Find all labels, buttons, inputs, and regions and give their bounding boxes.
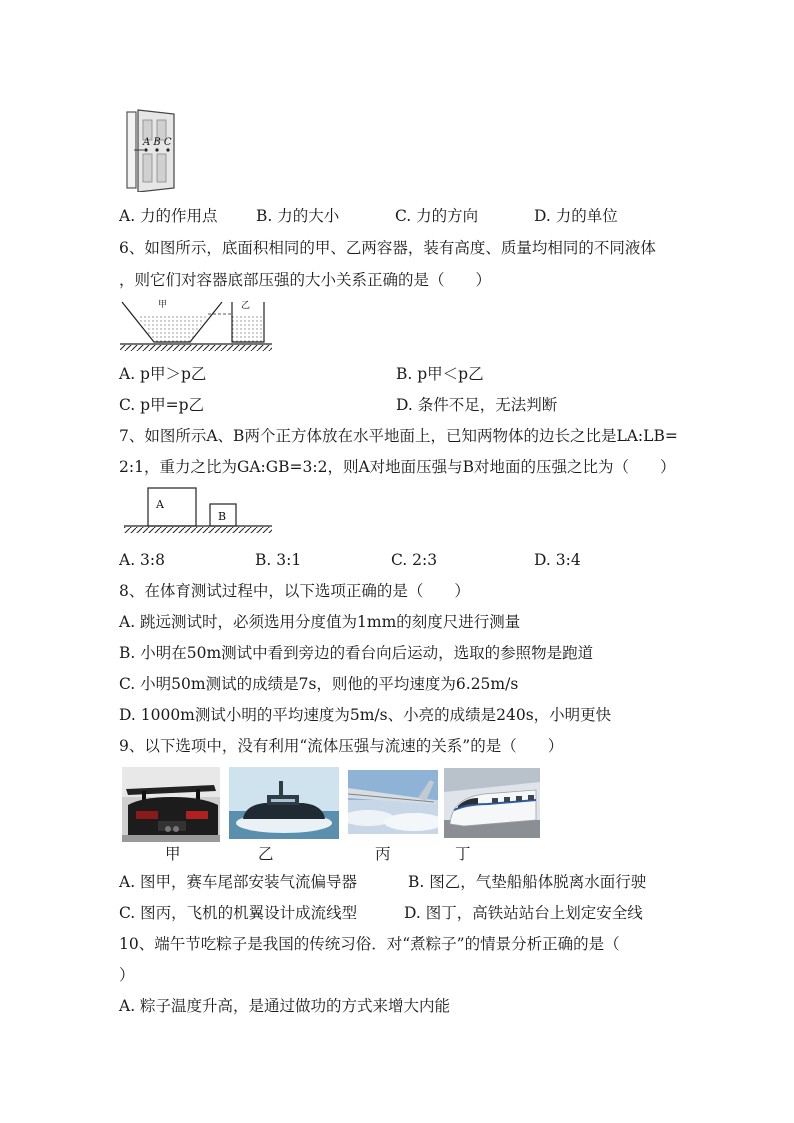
hovercraft-photo [229, 767, 339, 839]
cube-label-b: B [218, 510, 227, 523]
photo-caption-yi: 乙 [258, 845, 274, 863]
q10-option-a: A. 粽子温度升高，是通过做功的方式来增大内能 [119, 997, 451, 1015]
q8-option-d: D. 1000m测试小明的平均速度为5m/s、小亮的成绩是240s，小明更快 [119, 706, 612, 724]
q8-option-a: A. 跳远测试时，必须选用分度值为1mm的刻度尺进行测量 [119, 613, 521, 631]
q8-option-b: B. 小明在50m测试中看到旁边的看台向后运动，选取的参照物是跑道 [119, 644, 594, 662]
photo-caption-bing: 丙 [375, 845, 391, 863]
q6-option-c: C. p甲=p乙 [119, 396, 204, 414]
q6-option-b: B. p甲＜p乙 [396, 365, 484, 383]
q5-option-d: D. 力的单位 [534, 207, 618, 225]
cube-label-a: A [156, 498, 164, 511]
q10-stem-line2: ） [119, 966, 135, 984]
high-speed-train-photo [444, 768, 540, 838]
q5-option-b: B. 力的大小 [256, 207, 340, 225]
q9-option-b: B. 图乙，气垫船船体脱离水面行驶 [408, 873, 647, 891]
q6-option-a: A. p甲＞p乙 [119, 365, 207, 383]
q9-option-d: D. 图丁，高铁站站台上划定安全线 [404, 904, 643, 922]
container-label-jia: 甲 [158, 300, 168, 310]
door-point-labels: A B C [143, 137, 172, 148]
q9-option-a: A. 图甲，赛车尾部安装气流偏导器 [119, 873, 358, 891]
door-figure [124, 108, 180, 192]
photo-caption-jia: 甲 [165, 845, 181, 863]
q10-stem-line1: 10、端午节吃粽子是我国的传统习俗．对“煮粽子”的情景分析正确的是（ [119, 935, 620, 953]
q7-option-a: A. 3:8 [119, 551, 165, 569]
q6-stem-line1: 6、如图所示，底面积相同的甲、乙两容器，装有高度、质量均相同的不同液体 [119, 239, 656, 257]
q7-option-b: B. 3:1 [255, 551, 302, 569]
q8-option-c: C. 小明50m测试的成绩是7s，则他的平均速度为6.25m/s [119, 675, 519, 693]
container-label-yi: 乙 [241, 301, 251, 311]
q7-option-c: C. 2:3 [391, 551, 438, 569]
containers-figure [120, 296, 272, 354]
q7-stem-line2: 2:1，重力之比为GA:GB=3:2，则A对地面压强与B对地面的压强之比为（ ） [119, 458, 676, 476]
q7-option-d: D. 3:4 [534, 551, 581, 569]
photo-caption-ding: 丁 [455, 845, 471, 863]
airplane-wing-photo [348, 770, 438, 834]
q6-option-d: D. 条件不足，无法判断 [396, 396, 558, 414]
cubes-figure [124, 486, 272, 536]
q6-stem-line2: ，则它们对容器底部压强的大小关系正确的是（ ） [119, 271, 492, 289]
q7-stem-line1: 7、如图所示A、B两个正方体放在水平地面上，已知两物体的边长之比是LA:LB= [119, 427, 678, 445]
q9-option-c: C. 图丙，飞机的机翼设计成流线型 [119, 904, 358, 922]
q5-option-c: C. 力的方向 [395, 207, 479, 225]
q5-option-a: A. 力的作用点 [119, 207, 218, 225]
q8-stem: 8、在体育测试过程中，以下选项正确的是（ ） [119, 582, 470, 600]
q9-stem: 9、以下选项中，没有利用“流体压强与流速的关系”的是（ ） [119, 737, 564, 755]
race-car-photo [122, 767, 220, 842]
